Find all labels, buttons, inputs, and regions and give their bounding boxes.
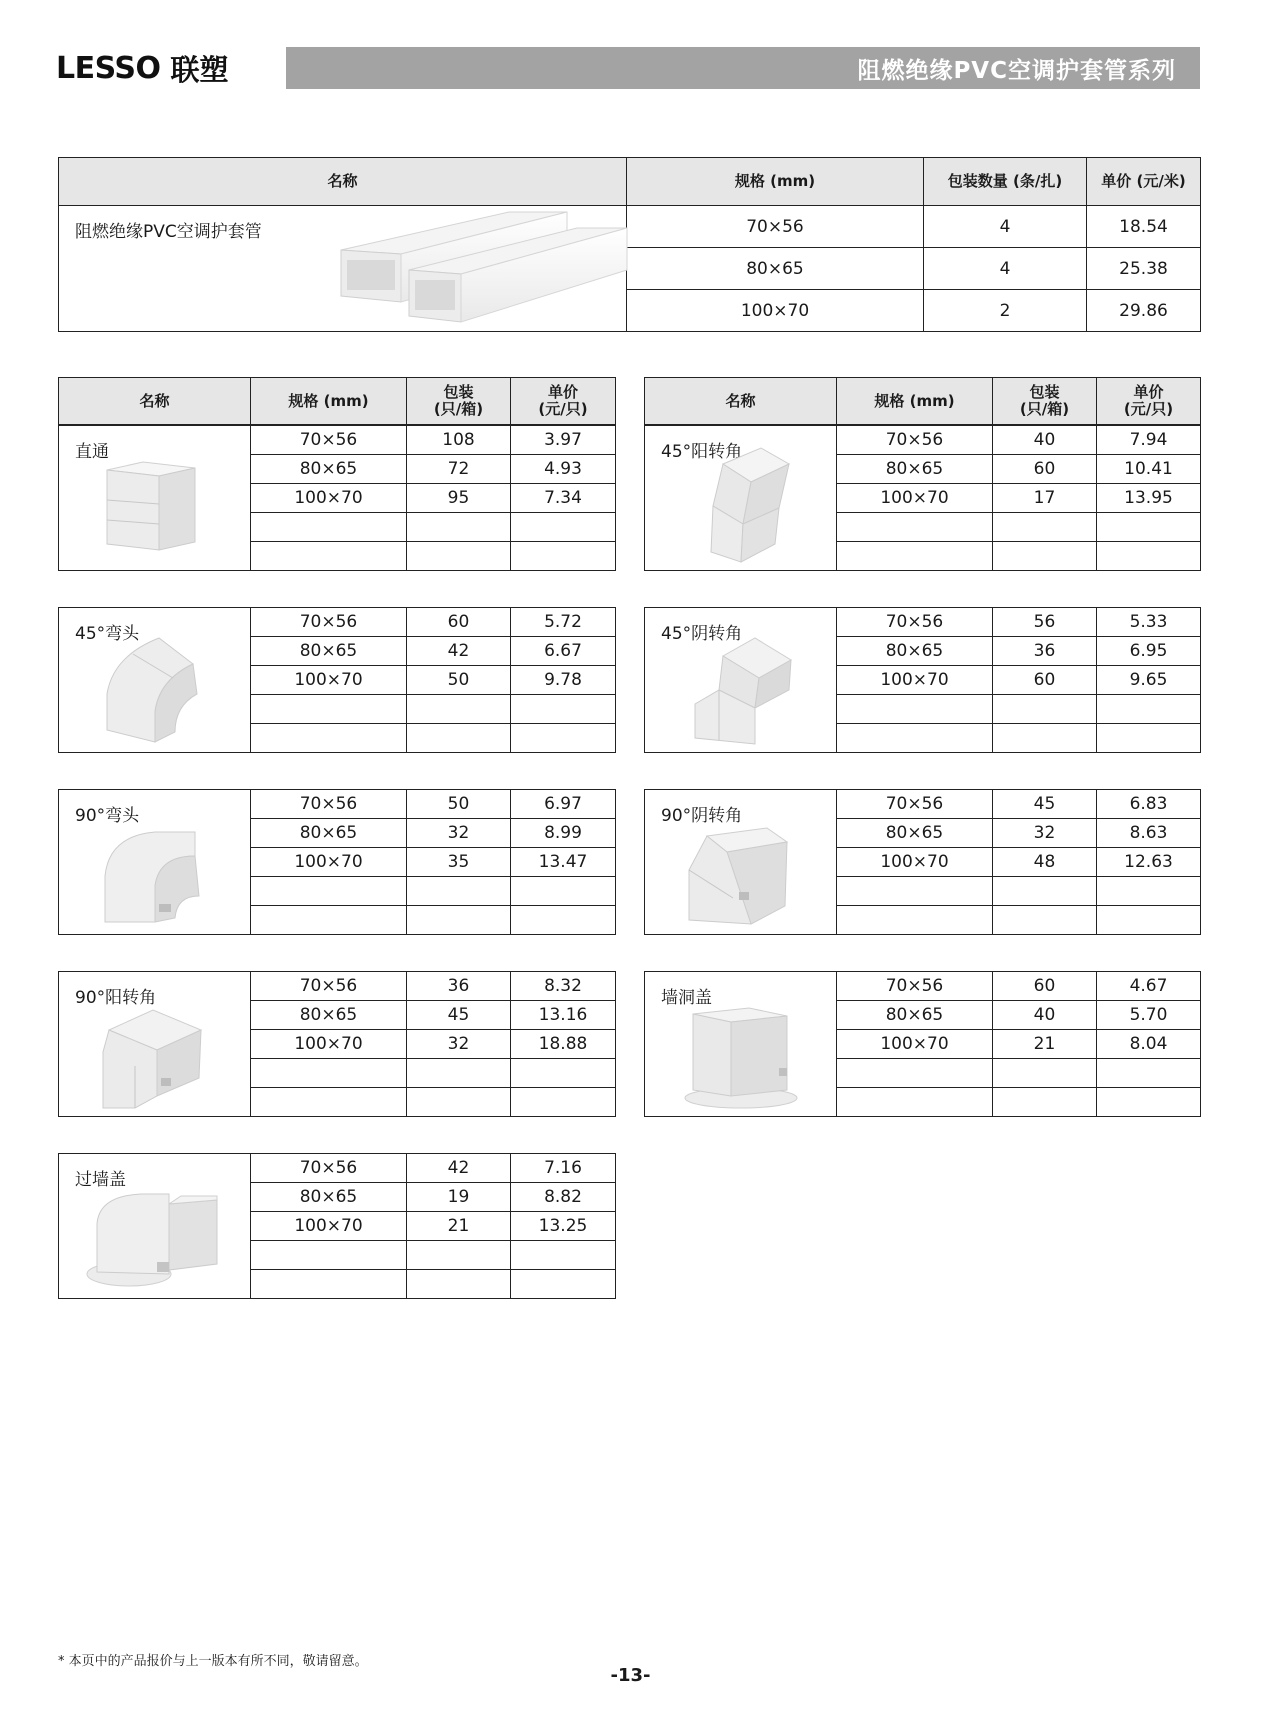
fitting-price: 9.78 <box>511 666 616 695</box>
fitting-pack: 50 <box>407 790 511 819</box>
empty-cell <box>251 906 407 935</box>
fitting-spec: 80×65 <box>837 455 993 484</box>
fitting-price: 6.95 <box>1097 637 1201 666</box>
empty-cell <box>407 906 511 935</box>
fitting-price: 3.97 <box>511 426 616 455</box>
fitting-spec: 80×65 <box>251 455 407 484</box>
fitting-table-90-outer-corner <box>58 971 616 1117</box>
fitting-name: 90°阴转角 <box>661 806 743 826</box>
empty-cell <box>993 1059 1097 1088</box>
fitting-pack: 17 <box>993 484 1097 513</box>
fitting-price: 13.47 <box>511 848 616 877</box>
conduit-name: 阻燃绝缘PVC空调护套管 <box>75 222 262 242</box>
conduit-table <box>58 157 1201 332</box>
fitting-pack: 45 <box>993 790 1097 819</box>
empty-cell <box>993 877 1097 906</box>
fitting-pack: 60 <box>993 455 1097 484</box>
empty-cell <box>407 724 511 753</box>
fitting-price: 9.65 <box>1097 666 1201 695</box>
fitting-pack: 21 <box>407 1212 511 1241</box>
fitting-price: 6.83 <box>1097 790 1201 819</box>
series-title: 阻燃绝缘PVC空调护套管系列 <box>857 57 1176 84</box>
fitting-spec: 70×56 <box>251 426 407 455</box>
empty-cell <box>837 1059 993 1088</box>
empty-cell <box>251 542 407 571</box>
fitting-spec: 100×70 <box>837 848 993 877</box>
empty-cell <box>407 513 511 542</box>
fit-header-price-line2: (元/只) <box>1123 400 1174 418</box>
conduit-price: 18.54 <box>1087 206 1201 248</box>
empty-cell <box>407 1088 511 1117</box>
fitting-pack: 50 <box>407 666 511 695</box>
fitting-pack: 40 <box>993 1001 1097 1030</box>
fitting-price: 13.95 <box>1097 484 1201 513</box>
fitting-table-45-inner-corner <box>644 607 1201 753</box>
empty-cell <box>407 542 511 571</box>
empty-cell <box>251 513 407 542</box>
outer-corner-45-image <box>683 444 793 566</box>
fitting-spec: 70×56 <box>837 426 993 455</box>
fitting-price: 4.67 <box>1097 972 1201 1001</box>
fitting-spec: 70×56 <box>251 1154 407 1183</box>
fitting-price: 6.97 <box>511 790 616 819</box>
empty-cell <box>1097 877 1201 906</box>
empty-cell <box>837 724 993 753</box>
fitting-name-cell <box>645 426 837 571</box>
fitting-spec: 100×70 <box>837 666 993 695</box>
fit-header-spec: 规格 (mm) <box>251 378 407 425</box>
fitting-spec: 100×70 <box>837 484 993 513</box>
fittings-header-right <box>644 377 1201 425</box>
fitting-pack: 42 <box>407 637 511 666</box>
empty-cell <box>511 695 616 724</box>
empty-cell <box>251 724 407 753</box>
empty-cell <box>837 877 993 906</box>
fitting-pack: 35 <box>407 848 511 877</box>
conduit-price: 29.86 <box>1087 290 1201 332</box>
fitting-name: 90°阳转角 <box>75 988 157 1008</box>
fitting-spec: 100×70 <box>251 848 407 877</box>
fitting-spec: 80×65 <box>251 1001 407 1030</box>
empty-cell <box>511 1059 616 1088</box>
fitting-pack: 32 <box>407 819 511 848</box>
fitting-pack: 56 <box>993 608 1097 637</box>
fitting-table-straight <box>58 425 616 571</box>
fitting-spec: 80×65 <box>837 637 993 666</box>
empty-cell <box>1097 513 1201 542</box>
empty-cell <box>251 1241 407 1270</box>
fitting-pack: 42 <box>407 1154 511 1183</box>
fitting-spec: 70×56 <box>837 608 993 637</box>
col-header-pack: 包装数量 (条/扎) <box>924 158 1087 206</box>
empty-cell <box>1097 695 1201 724</box>
fitting-pack: 36 <box>993 637 1097 666</box>
empty-cell <box>1097 1059 1201 1088</box>
empty-cell <box>511 906 616 935</box>
fitting-table-90-inner-corner <box>644 789 1201 935</box>
fitting-spec: 80×65 <box>251 819 407 848</box>
fitting-price: 7.94 <box>1097 426 1201 455</box>
fitting-price: 18.88 <box>511 1030 616 1059</box>
fit-header-pack <box>407 378 511 425</box>
series-title-band <box>286 47 1200 89</box>
fitting-price: 5.70 <box>1097 1001 1201 1030</box>
fitting-spec: 70×56 <box>251 608 407 637</box>
fitting-spec: 80×65 <box>837 1001 993 1030</box>
fitting-pack: 36 <box>407 972 511 1001</box>
empty-cell <box>837 906 993 935</box>
empty-cell <box>511 542 616 571</box>
fit-header-pack <box>993 378 1097 425</box>
fit-header-pack-line1: 包装 <box>443 383 474 401</box>
fitting-pack: 95 <box>407 484 511 513</box>
empty-cell <box>511 877 616 906</box>
fit-header-name: 名称 <box>645 378 837 425</box>
page-number: -13- <box>610 1665 651 1686</box>
fitting-spec: 100×70 <box>251 1212 407 1241</box>
empty-cell <box>251 1088 407 1117</box>
straight-fitting-image <box>103 460 199 554</box>
fitting-spec: 100×70 <box>251 1030 407 1059</box>
fitting-spec: 100×70 <box>251 484 407 513</box>
wall-hole-cover-image <box>683 1006 799 1110</box>
empty-cell <box>1097 724 1201 753</box>
fit-header-spec: 规格 (mm) <box>837 378 993 425</box>
empty-cell <box>511 1270 616 1299</box>
fitting-spec: 70×56 <box>251 790 407 819</box>
fitting-name-cell <box>645 608 837 753</box>
fitting-pack: 40 <box>993 426 1097 455</box>
fitting-price: 6.67 <box>511 637 616 666</box>
fitting-name: 45°弯头 <box>75 624 140 644</box>
fitting-table-90-elbow <box>58 789 616 935</box>
fitting-name-cell <box>59 1154 251 1299</box>
empty-cell <box>993 906 1097 935</box>
empty-cell <box>993 542 1097 571</box>
empty-cell <box>837 542 993 571</box>
fitting-price: 7.34 <box>511 484 616 513</box>
fit-header-price <box>1097 378 1201 425</box>
fitting-price: 8.63 <box>1097 819 1201 848</box>
fitting-price: 13.16 <box>511 1001 616 1030</box>
fitting-table-through-wall-cover <box>58 1153 616 1299</box>
brand-name-en: LESSO <box>56 50 161 86</box>
conduit-price: 25.38 <box>1087 248 1201 290</box>
brand-logo <box>56 48 229 88</box>
fit-header-price-line1: 单价 <box>1133 383 1164 401</box>
empty-cell <box>407 877 511 906</box>
empty-cell <box>1097 1088 1201 1117</box>
fitting-pack: 32 <box>993 819 1097 848</box>
fitting-name-cell <box>59 426 251 571</box>
fitting-price: 8.82 <box>511 1183 616 1212</box>
fitting-name: 45°阳转角 <box>661 442 743 462</box>
outer-corner-90-image <box>101 1008 205 1112</box>
fittings-header-left <box>58 377 616 425</box>
fitting-price: 4.93 <box>511 455 616 484</box>
empty-cell <box>511 513 616 542</box>
elbow-90-image <box>103 826 203 926</box>
fitting-price: 10.41 <box>1097 455 1201 484</box>
conduit-pack: 4 <box>924 248 1087 290</box>
fitting-name-cell <box>59 972 251 1117</box>
fit-header-price-line1: 单价 <box>547 383 578 401</box>
fitting-price: 8.99 <box>511 819 616 848</box>
inner-corner-90-image <box>687 826 791 926</box>
empty-cell <box>837 513 993 542</box>
fit-header-price <box>511 378 616 425</box>
conduit-pack: 4 <box>924 206 1087 248</box>
elbow-45-image <box>103 634 201 744</box>
fit-header-pack-line2: (只/箱) <box>433 400 484 418</box>
empty-cell <box>407 1241 511 1270</box>
fitting-spec: 80×65 <box>251 1183 407 1212</box>
conduit-name-cell <box>59 206 627 332</box>
fitting-spec: 80×65 <box>837 819 993 848</box>
fitting-pack: 19 <box>407 1183 511 1212</box>
fitting-name: 45°阴转角 <box>661 624 743 644</box>
fitting-name-cell <box>645 790 837 935</box>
conduit-spec: 80×65 <box>627 248 924 290</box>
fitting-pack: 21 <box>993 1030 1097 1059</box>
empty-cell <box>1097 542 1201 571</box>
inner-corner-45-image <box>693 634 795 748</box>
fitting-spec: 70×56 <box>837 972 993 1001</box>
empty-cell <box>993 1088 1097 1117</box>
fitting-spec: 80×65 <box>251 637 407 666</box>
fitting-name: 墙洞盖 <box>661 988 712 1008</box>
empty-cell <box>993 724 1097 753</box>
fitting-spec: 70×56 <box>837 790 993 819</box>
empty-cell <box>993 695 1097 724</box>
fitting-pack: 45 <box>407 1001 511 1030</box>
empty-cell <box>837 1088 993 1117</box>
fitting-table-wall-hole-cover <box>644 971 1201 1117</box>
fitting-table-45-elbow <box>58 607 616 753</box>
through-wall-cover-image <box>85 1190 221 1290</box>
fitting-name: 90°弯头 <box>75 806 140 826</box>
fit-header-price-line2: (元/只) <box>538 400 588 418</box>
fitting-name: 直通 <box>75 442 109 462</box>
conduit-spec: 100×70 <box>627 290 924 332</box>
conduit-spec: 70×56 <box>627 206 924 248</box>
fitting-spec: 100×70 <box>251 666 407 695</box>
col-header-price: 单价 (元/米) <box>1087 158 1201 206</box>
conduit-pack: 2 <box>924 290 1087 332</box>
fitting-price: 5.72 <box>511 608 616 637</box>
fitting-pack: 32 <box>407 1030 511 1059</box>
fitting-table-45-outer-corner <box>644 425 1201 571</box>
fitting-pack: 48 <box>993 848 1097 877</box>
empty-cell <box>837 695 993 724</box>
fitting-pack: 60 <box>993 666 1097 695</box>
empty-cell <box>407 1270 511 1299</box>
fitting-pack: 72 <box>407 455 511 484</box>
fitting-price: 5.33 <box>1097 608 1201 637</box>
empty-cell <box>407 1059 511 1088</box>
fit-header-name: 名称 <box>59 378 251 425</box>
brand-name-cn: 联塑 <box>170 52 229 87</box>
fitting-pack: 60 <box>993 972 1097 1001</box>
fitting-price: 8.32 <box>511 972 616 1001</box>
col-header-name: 名称 <box>59 158 627 206</box>
fitting-pack: 108 <box>407 426 511 455</box>
empty-cell <box>511 1088 616 1117</box>
empty-cell <box>993 513 1097 542</box>
fit-header-pack-line1: 包装 <box>1029 383 1060 401</box>
fitting-name-cell <box>645 972 837 1117</box>
fitting-spec: 70×56 <box>251 972 407 1001</box>
fitting-price: 7.16 <box>511 1154 616 1183</box>
fitting-price: 8.04 <box>1097 1030 1201 1059</box>
fitting-name-cell <box>59 608 251 753</box>
fit-header-pack-line2: (只/箱) <box>1019 400 1070 418</box>
conduit-product-image <box>309 210 629 328</box>
fitting-name-cell <box>59 790 251 935</box>
fitting-pack: 60 <box>407 608 511 637</box>
empty-cell <box>511 1241 616 1270</box>
fitting-spec: 100×70 <box>837 1030 993 1059</box>
empty-cell <box>407 695 511 724</box>
fitting-price: 13.25 <box>511 1212 616 1241</box>
empty-cell <box>251 695 407 724</box>
empty-cell <box>251 877 407 906</box>
empty-cell <box>1097 906 1201 935</box>
empty-cell <box>251 1059 407 1088</box>
col-header-spec: 规格 (mm) <box>627 158 924 206</box>
price-change-note: * 本页中的产品报价与上一版本有所不同，敬请留意。 <box>58 1654 368 1669</box>
fitting-name: 过墙盖 <box>75 1170 126 1190</box>
fitting-price: 12.63 <box>1097 848 1201 877</box>
empty-cell <box>511 724 616 753</box>
empty-cell <box>251 1270 407 1299</box>
